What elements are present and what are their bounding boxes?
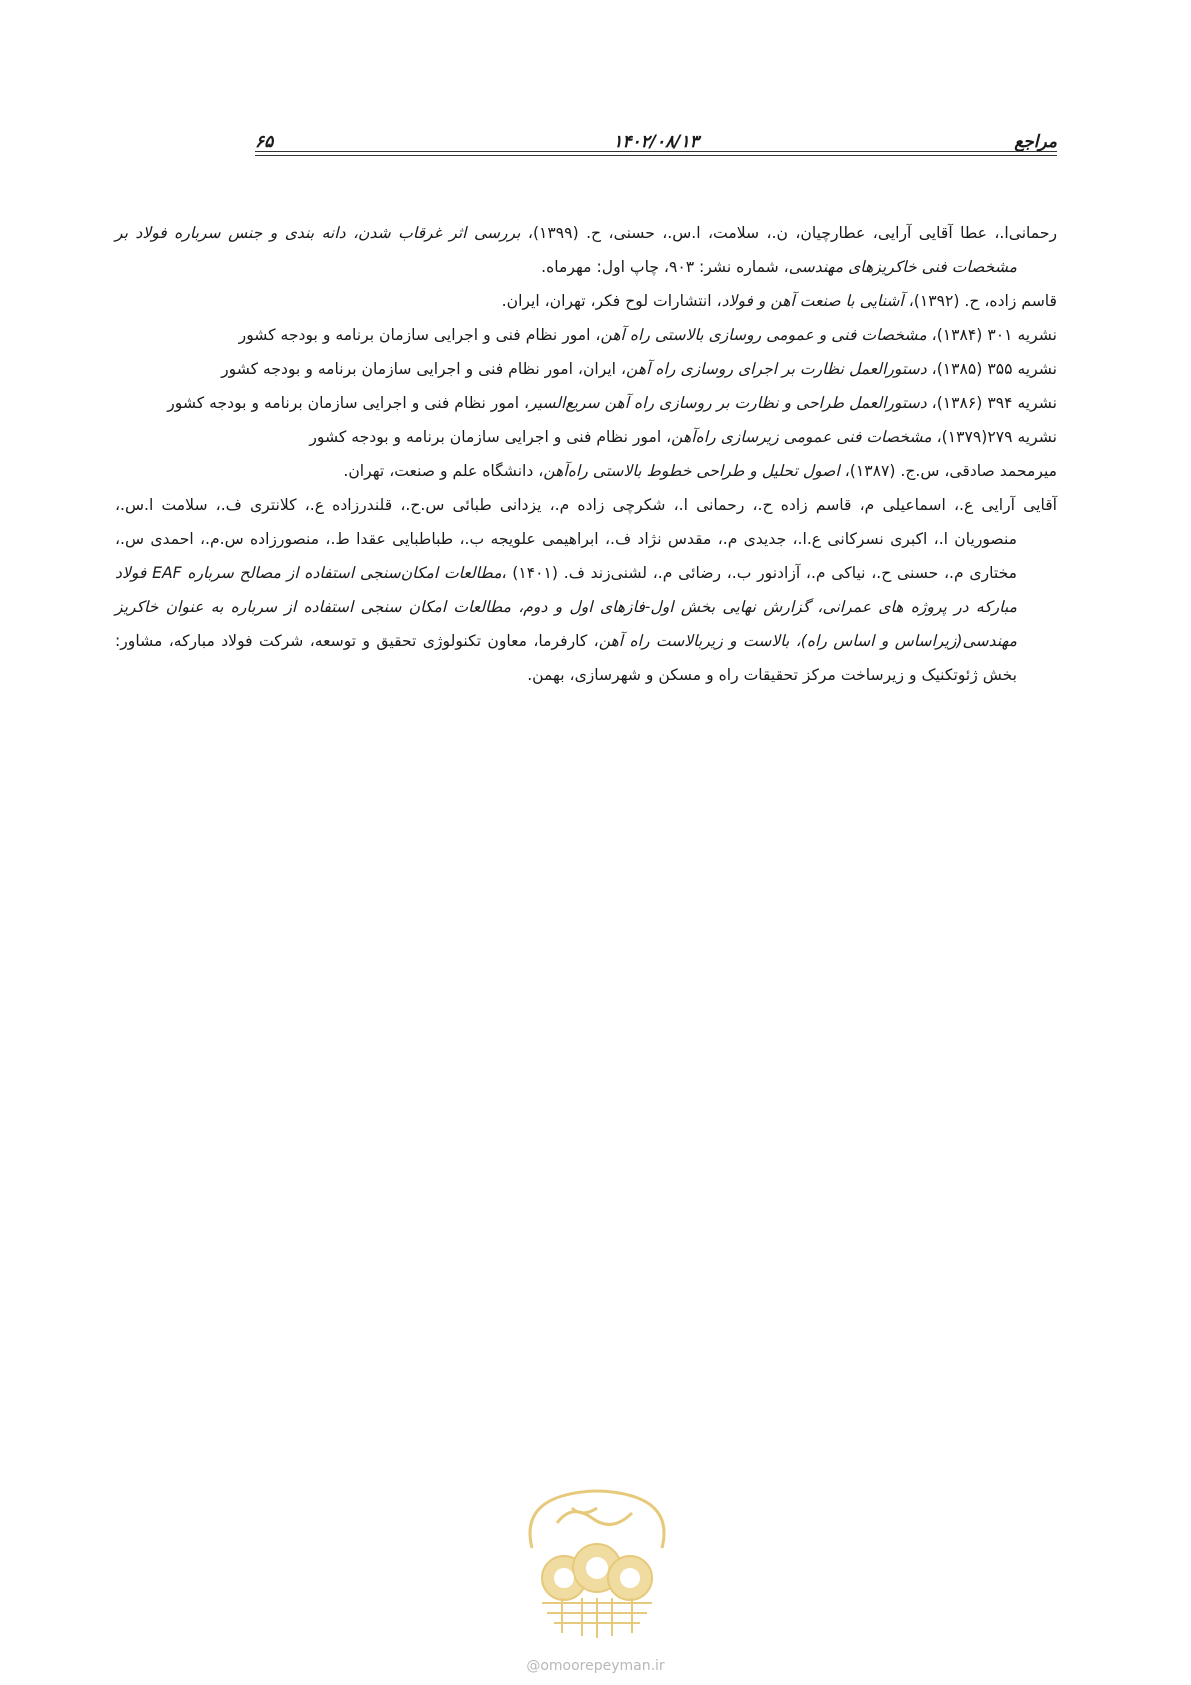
reference-title: مشخصات فنی و عمومی روسازی بالاستی راه آهن bbox=[600, 326, 927, 344]
reference-item: آقایی آرایی ع.، اسماعیلی م، قاسم زاده ح.، رحمانی ا.، شکرچی زاده م.، یزدانی طبائی س.ح.، قلندرزاده ع.، کلانتری ف.، سلامت ا.س.، منصوریان ا.، اکبری نسرکانی ع.ا.، جدیدی م.، مقدس نژاد ف.، ابراهیمی علویجه ب.، طباطبایی عقدا ط.، منصورزاده س.م.، احمدی س.، مختاری م.، حسنی ح.، نیاکی م.، آزادنور ب.، رضائی م.، لشنی‌زند ف. (۱۴۰۱) ،مطالعات امکان‌سنجی استفاده از مصالح سرباره EAF فولاد مبارکه در پروژه های عمرانی، گزارش نهایی بخش اول-فازهای اول و دوم، مطالعات امکان سنجی استفاده از سرباره به عنوان خاکریز مهندسی(زیراساس و اساس راه)، بالاست و زیربالاست راه آهن، کارفرما، معاون تکنولوژی تحقیق و توسعه، شرکت فولاد مبارکه، مشاور: بخش ژئوتکنیک و زیرساخت مرکز تحقیقات راه و مسکن و شهرسازی، بهمن. bbox=[115, 496, 1057, 684]
page-number: ۶۵ bbox=[255, 132, 274, 152]
reference-item: نشریه ۳۹۴ (۱۳۸۶)، دستورالعمل طراحی و نظارت بر روسازی راه آهن سریع‌السیر، امور نظام فنی و اجرایی سازمان برنامه و بودجه کشور bbox=[167, 394, 1057, 412]
watermark-text: @omoorepeyman.ir bbox=[526, 1658, 665, 1674]
reference-title: اصول تحلیل و طراحی خطوط بالاستی راه‌آهن bbox=[543, 462, 840, 480]
reference-item: قاسم زاده، ح. (۱۳۹۲)، آشنایی با صنعت آهن و فولاد، انتشارات لوح فکر، تهران، ایران. bbox=[501, 292, 1057, 310]
reference-title: بررسی اثر غرقاب شدن، دانه بندی و جنس سرباره فولاد بر مشخصات فنی خاکریزهای مهندسی bbox=[115, 224, 1017, 276]
reference-title: دستورالعمل طراحی و نظارت بر روسازی راه آهن سریع‌السیر bbox=[529, 394, 927, 412]
reference-title: دستورالعمل نظارت بر اجرای روسازی راه آهن bbox=[626, 360, 927, 378]
reference-title: مطالعات امکان‌سنجی استفاده از مصالح سرباره EAF فولاد مبارکه در پروژه های عمرانی، گزارش نهایی بخش اول-فازهای اول و دوم، مطالعات امکان سنجی استفاده از سرباره به عنوان خاکریز مهندسی(زیراساس و اساس راه)، بالاست و زیربالاست راه آهن bbox=[115, 564, 1017, 650]
header-date: ۱۴۰۲/۰۸/۱۳ bbox=[613, 132, 699, 152]
reference-item: رحمانی‌ا.، عطا آقایی آرایی، عطارچیان، ن.، سلامت، ا.س.، حسنی، ح. (۱۳۹۹)، بررسی اثر غرقاب شدن، دانه بندی و جنس سرباره فولاد بر مشخصات فنی خاکریزهای مهندسی، شماره نشر: ۹۰۳، چاپ اول: مهرماه. bbox=[115, 224, 1057, 276]
reference-list bbox=[115, 216, 1057, 692]
omoorepeyman-logo-icon bbox=[502, 1478, 692, 1648]
section-title: مراجع bbox=[1014, 132, 1057, 152]
reference-item: نشریه ۳۰۱ (۱۳۸۴)، مشخصات فنی و عمومی روسازی بالاستی راه آهن، امور نظام فنی و اجرایی سازمان برنامه و بودجه کشور bbox=[238, 326, 1057, 344]
page-header bbox=[255, 128, 1057, 158]
reference-item: نشریه ۳۵۵ (۱۳۸۵)، دستورالعمل نظارت بر اجرای روسازی راه آهن، ایران، امور نظام فنی و اجرایی سازمان برنامه و بودجه کشور bbox=[221, 360, 1057, 378]
reference-item: میرمحمد صادقی، س.ج. (۱۳۸۷)، اصول تحلیل و طراحی خطوط بالاستی راه‌آهن، دانشگاه علم و صنعت، تهران. bbox=[343, 462, 1057, 480]
reference-title: مشخصات فنی عمومی زیرسازی راه‌آهن bbox=[671, 428, 932, 446]
reference-title: آشنایی با صنعت آهن و فولاد bbox=[721, 292, 904, 310]
header-rule bbox=[255, 151, 1057, 152]
reference-item: نشریه ۲۷۹(۱۳۷۹)، مشخصات فنی عمومی زیرسازی راه‌آهن، امور نظام فنی و اجرایی سازمان برنامه و بودجه کشور bbox=[309, 428, 1057, 446]
header-rule-double bbox=[255, 155, 1057, 156]
